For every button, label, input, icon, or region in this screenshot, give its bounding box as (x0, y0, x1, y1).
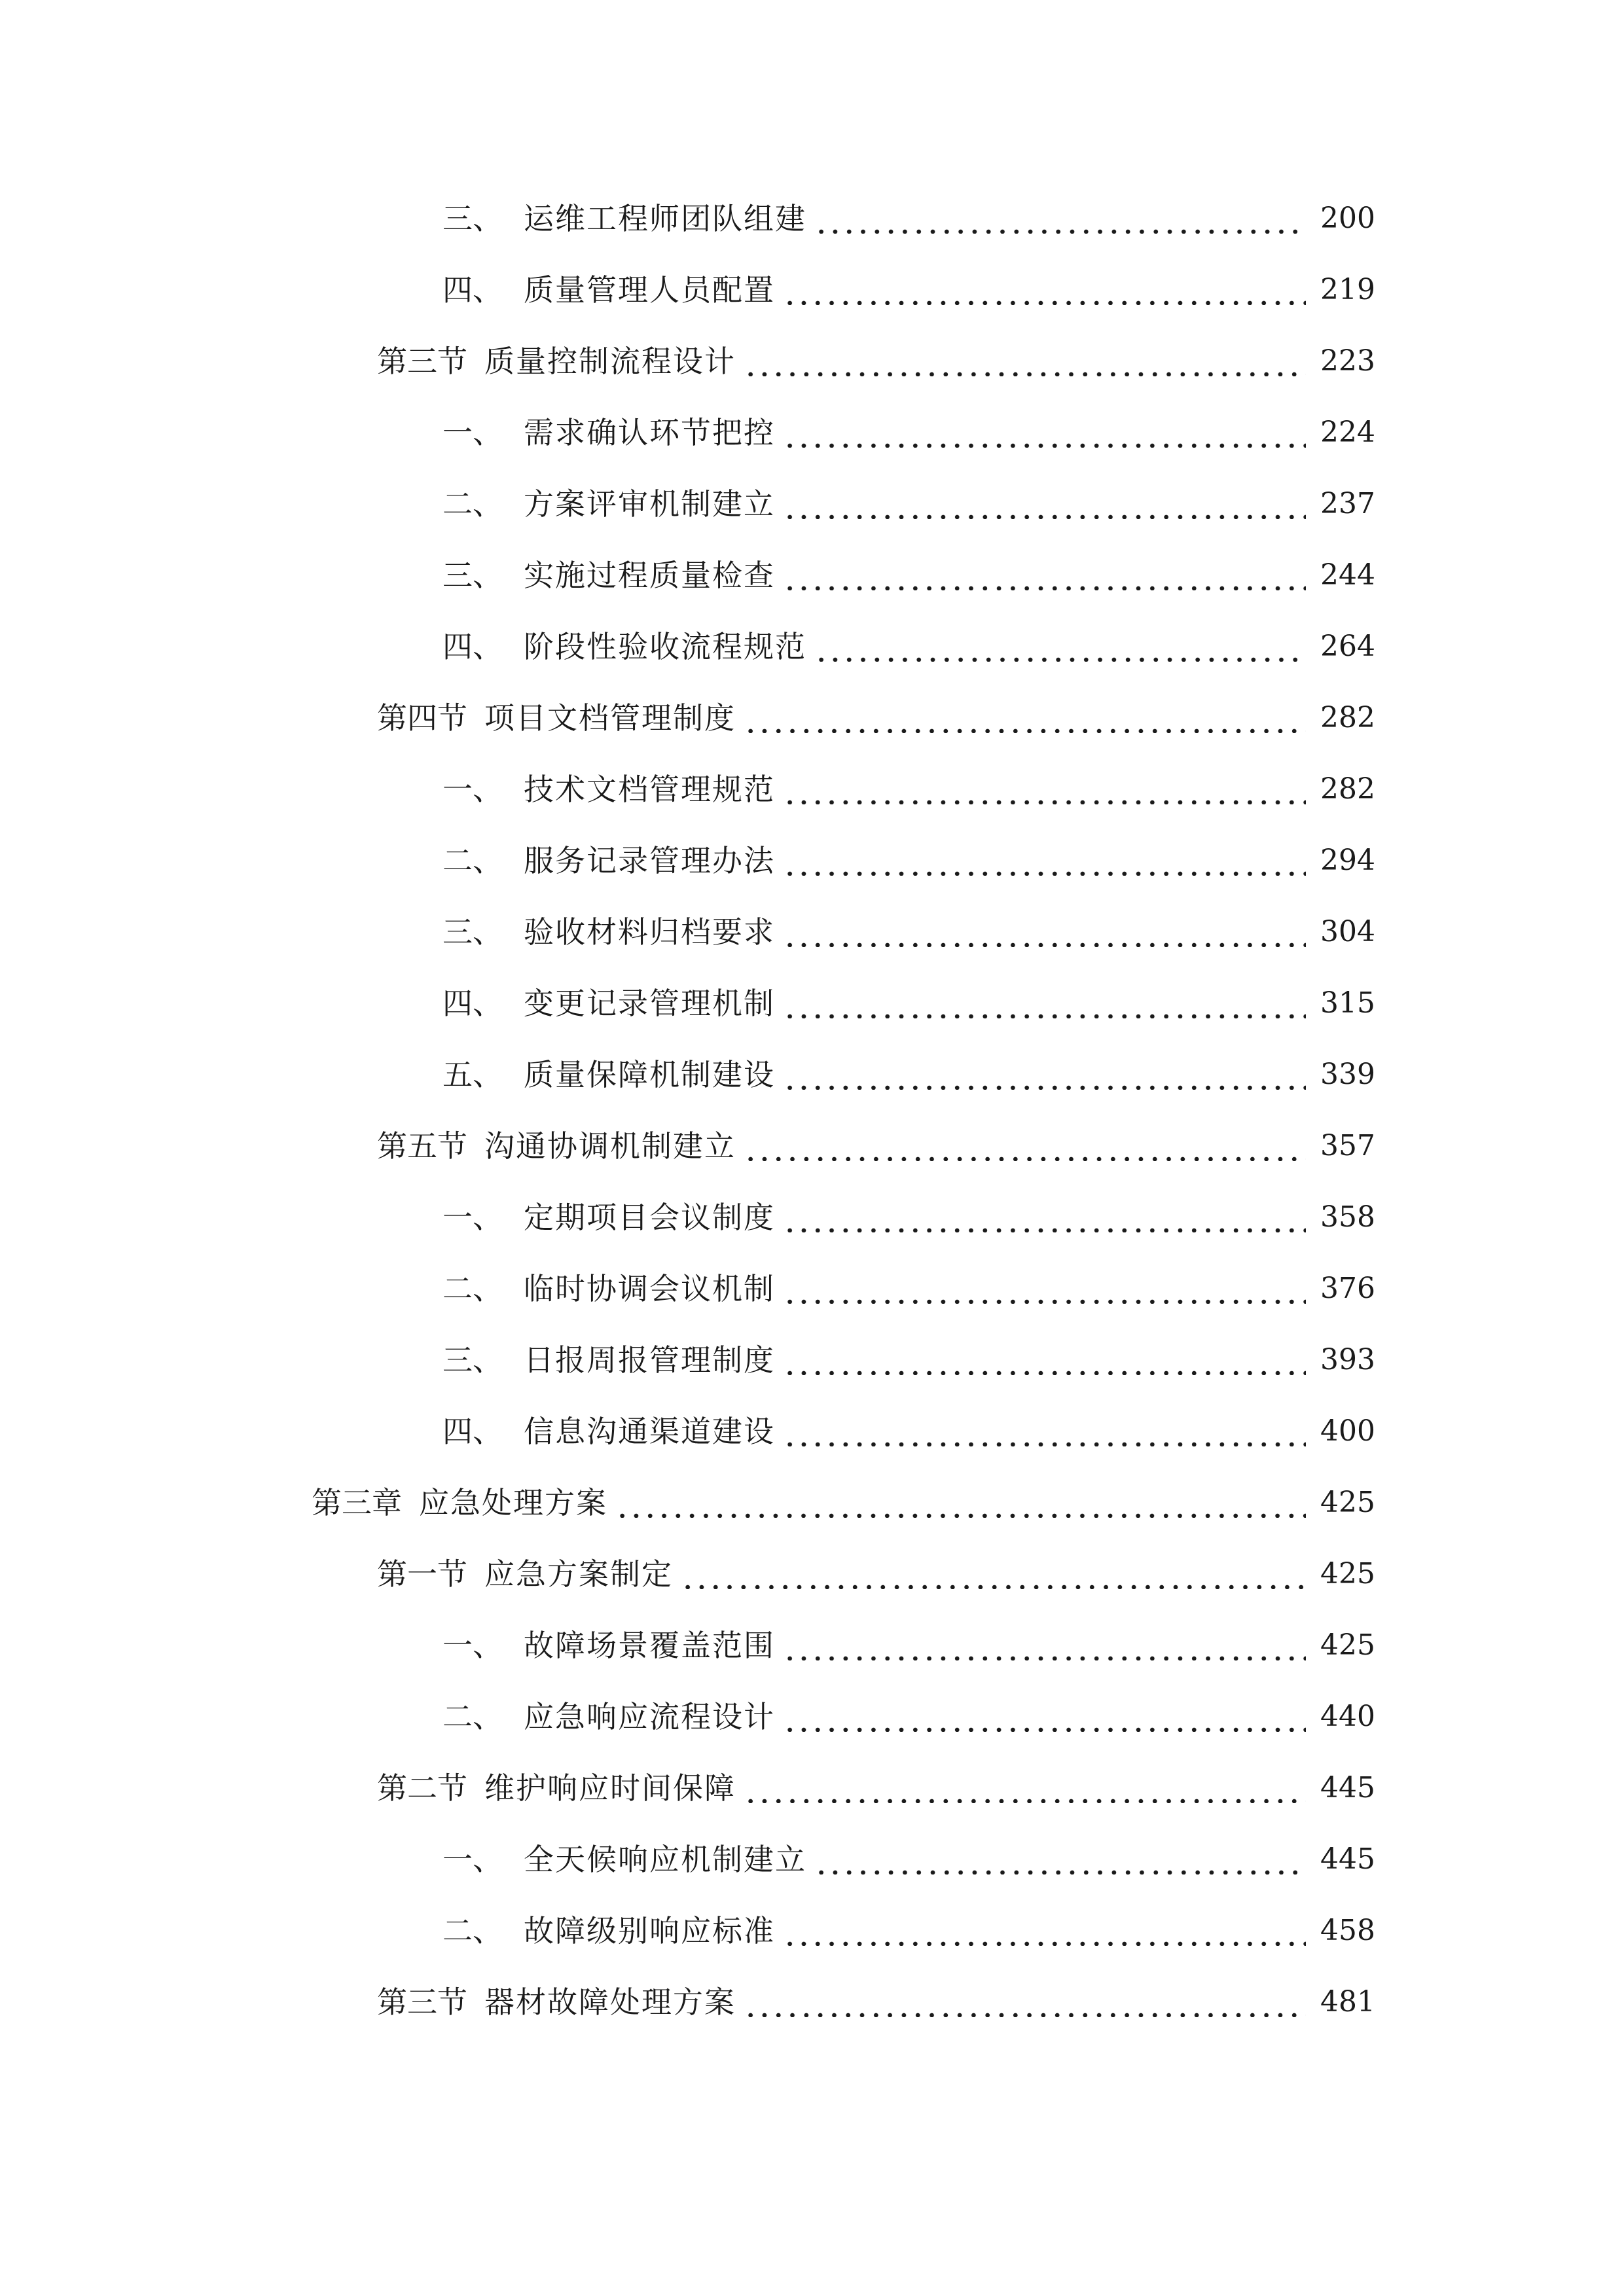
dot-leader (744, 1773, 1306, 1803)
toc-entry-page: 458 (1320, 1914, 1375, 1947)
toc-entry-page: 425 (1320, 1486, 1375, 1519)
toc-entry-number: 二、 (442, 1913, 503, 1948)
dot-leader (783, 560, 1306, 590)
toc-entry-page: 425 (1320, 1628, 1375, 1662)
dot-leader (783, 1416, 1306, 1446)
dot-leader (744, 346, 1306, 376)
toc-entry-page: 393 (1320, 1343, 1375, 1376)
toc-entry-title: 方案评审机制建立 (524, 486, 775, 522)
toc-entry-title: 服务记录管理办法 (524, 843, 775, 878)
dot-leader (744, 1987, 1306, 2017)
toc-entry-page: 315 (1320, 986, 1375, 1020)
toc-entry-number: 一、 (442, 1200, 503, 1235)
toc-entry[interactable] (442, 760, 1375, 819)
toc-entry-number: 三、 (442, 1342, 503, 1378)
toc-entry-number: 第二节 (377, 1770, 467, 1806)
dot-leader (783, 489, 1306, 519)
toc-entry-title: 变更记录管理机制 (524, 986, 775, 1021)
toc-entry-page: 224 (1320, 416, 1375, 449)
toc-entry-title: 质量保障机制建设 (524, 1057, 775, 1092)
dot-leader (783, 774, 1306, 804)
toc-entry-number: 五、 (442, 1057, 503, 1092)
toc-entry[interactable] (442, 617, 1375, 676)
toc-entry[interactable] (442, 974, 1375, 1033)
toc-entry-title: 验收材料归档要求 (524, 914, 775, 950)
dot-leader (814, 632, 1306, 662)
toc-entry-title: 临时协调会议机制 (524, 1271, 775, 1306)
dot-leader (783, 917, 1306, 947)
toc-entry-page: 282 (1320, 772, 1375, 806)
toc-entry-number: 第五节 (377, 1128, 467, 1164)
dot-leader (783, 418, 1306, 448)
dot-leader (814, 204, 1306, 234)
dot-leader (783, 1274, 1306, 1304)
toc-entry-title: 日报周报管理制度 (524, 1342, 775, 1378)
toc-entry-number: 四、 (442, 986, 503, 1021)
toc-entry[interactable] (442, 1188, 1375, 1247)
dot-leader (783, 1916, 1306, 1946)
toc-entry-page: 440 (1320, 1700, 1375, 1733)
toc-entry[interactable] (442, 903, 1375, 961)
toc-entry-title: 应急方案制定 (484, 1556, 673, 1592)
toc-entry-number: 一、 (442, 772, 503, 807)
toc-entry-page: 481 (1320, 1985, 1375, 2018)
toc-entry-number: 四、 (442, 629, 503, 664)
toc-entry-page: 219 (1320, 273, 1375, 306)
toc-entry-title: 定期项目会议制度 (524, 1200, 775, 1235)
toc-entry-number: 第三章 (312, 1485, 402, 1520)
toc-entry-title: 沟通协调机制建立 (484, 1128, 736, 1164)
toc-entry-page: 244 (1320, 558, 1375, 592)
dot-leader (783, 988, 1306, 1018)
toc-entry-title: 故障级别响应标准 (524, 1913, 775, 1948)
toc-entry-number: 第三节 (377, 1984, 467, 2020)
toc-entry-page: 339 (1320, 1058, 1375, 1091)
toc-entry[interactable] (442, 403, 1375, 462)
toc-entry-title: 应急响应流程设计 (524, 1699, 775, 1734)
toc-entry[interactable] (442, 546, 1375, 605)
toc-entry[interactable] (442, 1616, 1375, 1675)
toc-entry-page: 425 (1320, 1557, 1375, 1590)
toc-entry[interactable] (442, 1402, 1375, 1461)
toc-entry-title: 维护响应时间保障 (484, 1770, 736, 1806)
toc-entry-title: 实施过程质量检查 (524, 558, 775, 593)
toc-entry-title: 器材故障处理方案 (484, 1984, 736, 2020)
toc-entry-number: 第一节 (377, 1556, 467, 1592)
toc-entry-page: 264 (1320, 630, 1375, 663)
toc-entry[interactable] (442, 189, 1375, 248)
toc-entry-title: 阶段性验收流程规范 (524, 629, 806, 664)
toc-entry[interactable] (377, 1117, 1375, 1175)
toc-entry[interactable] (442, 1830, 1375, 1889)
toc-entry[interactable] (442, 1687, 1375, 1746)
toc-entry-title: 技术文档管理规范 (524, 772, 775, 807)
toc-entry[interactable] (442, 475, 1375, 533)
toc-entry-number: 三、 (442, 201, 503, 236)
toc-entry-title: 质量控制流程设计 (484, 344, 736, 379)
toc-entry-title: 项目文档管理制度 (484, 700, 736, 736)
dot-leader (814, 1844, 1306, 1874)
toc-entry-number: 二、 (442, 843, 503, 878)
toc-entry-title: 信息沟通渠道建设 (524, 1414, 775, 1449)
dot-leader (783, 1202, 1306, 1232)
toc-entry-number: 三、 (442, 914, 503, 950)
dot-leader (681, 1559, 1306, 1589)
toc-entry[interactable] (442, 260, 1375, 319)
toc-entry-title: 质量管理人员配置 (524, 272, 775, 308)
toc-entry-number: 一、 (442, 415, 503, 450)
toc-entry[interactable] (442, 1901, 1375, 1960)
toc-entry-number: 第四节 (377, 700, 467, 736)
toc-entry-title: 应急处理方案 (419, 1485, 607, 1520)
toc-entry-page: 237 (1320, 487, 1375, 520)
toc-entry-number: 第三节 (377, 344, 467, 379)
toc-entry-page: 282 (1320, 701, 1375, 734)
toc-entry[interactable] (442, 1045, 1375, 1104)
toc-entry[interactable] (442, 831, 1375, 890)
toc-entry-title: 全天候响应机制建立 (524, 1842, 806, 1877)
toc-entry[interactable] (377, 1973, 1375, 2032)
toc-entry-title: 运维工程师团队组建 (524, 201, 806, 236)
toc-entry-page: 200 (1320, 202, 1375, 235)
toc-entry-page: 294 (1320, 844, 1375, 877)
toc-entry[interactable] (442, 1331, 1375, 1390)
toc-entry-number: 一、 (442, 1842, 503, 1877)
toc-entry-page: 376 (1320, 1272, 1375, 1305)
toc-entry[interactable] (377, 1759, 1375, 1818)
toc-entry-title: 故障场景覆盖范围 (524, 1628, 775, 1663)
toc-entry-page: 445 (1320, 1842, 1375, 1876)
dot-leader (744, 1131, 1306, 1161)
dot-leader (783, 275, 1306, 305)
dot-leader (783, 1630, 1306, 1660)
toc-entry-page: 357 (1320, 1129, 1375, 1162)
toc-entry-page: 223 (1320, 344, 1375, 378)
dot-leader (783, 846, 1306, 876)
toc-entry-page: 400 (1320, 1414, 1375, 1448)
toc-entry-number: 一、 (442, 1628, 503, 1663)
toc-entry-number: 二、 (442, 486, 503, 522)
dot-leader (783, 1060, 1306, 1090)
toc-entry[interactable] (377, 332, 1375, 391)
toc-entry-number: 二、 (442, 1699, 503, 1734)
toc-entry[interactable] (377, 689, 1375, 747)
toc-entry-number: 二、 (442, 1271, 503, 1306)
toc-entry-number: 四、 (442, 272, 503, 308)
toc-entry[interactable] (312, 1473, 1375, 1532)
toc-entry[interactable] (377, 1545, 1375, 1604)
dot-leader (783, 1345, 1306, 1375)
toc-entry-page: 358 (1320, 1200, 1375, 1234)
toc-entry[interactable] (442, 1259, 1375, 1318)
toc-entry-title: 需求确认环节把控 (524, 415, 775, 450)
toc-entry-page: 445 (1320, 1771, 1375, 1804)
dot-leader (783, 1702, 1306, 1732)
toc-entry-number: 三、 (442, 558, 503, 593)
toc-entry-number: 四、 (442, 1414, 503, 1449)
toc-entry-page: 304 (1320, 915, 1375, 948)
dot-leader (744, 703, 1306, 733)
dot-leader (615, 1488, 1306, 1518)
